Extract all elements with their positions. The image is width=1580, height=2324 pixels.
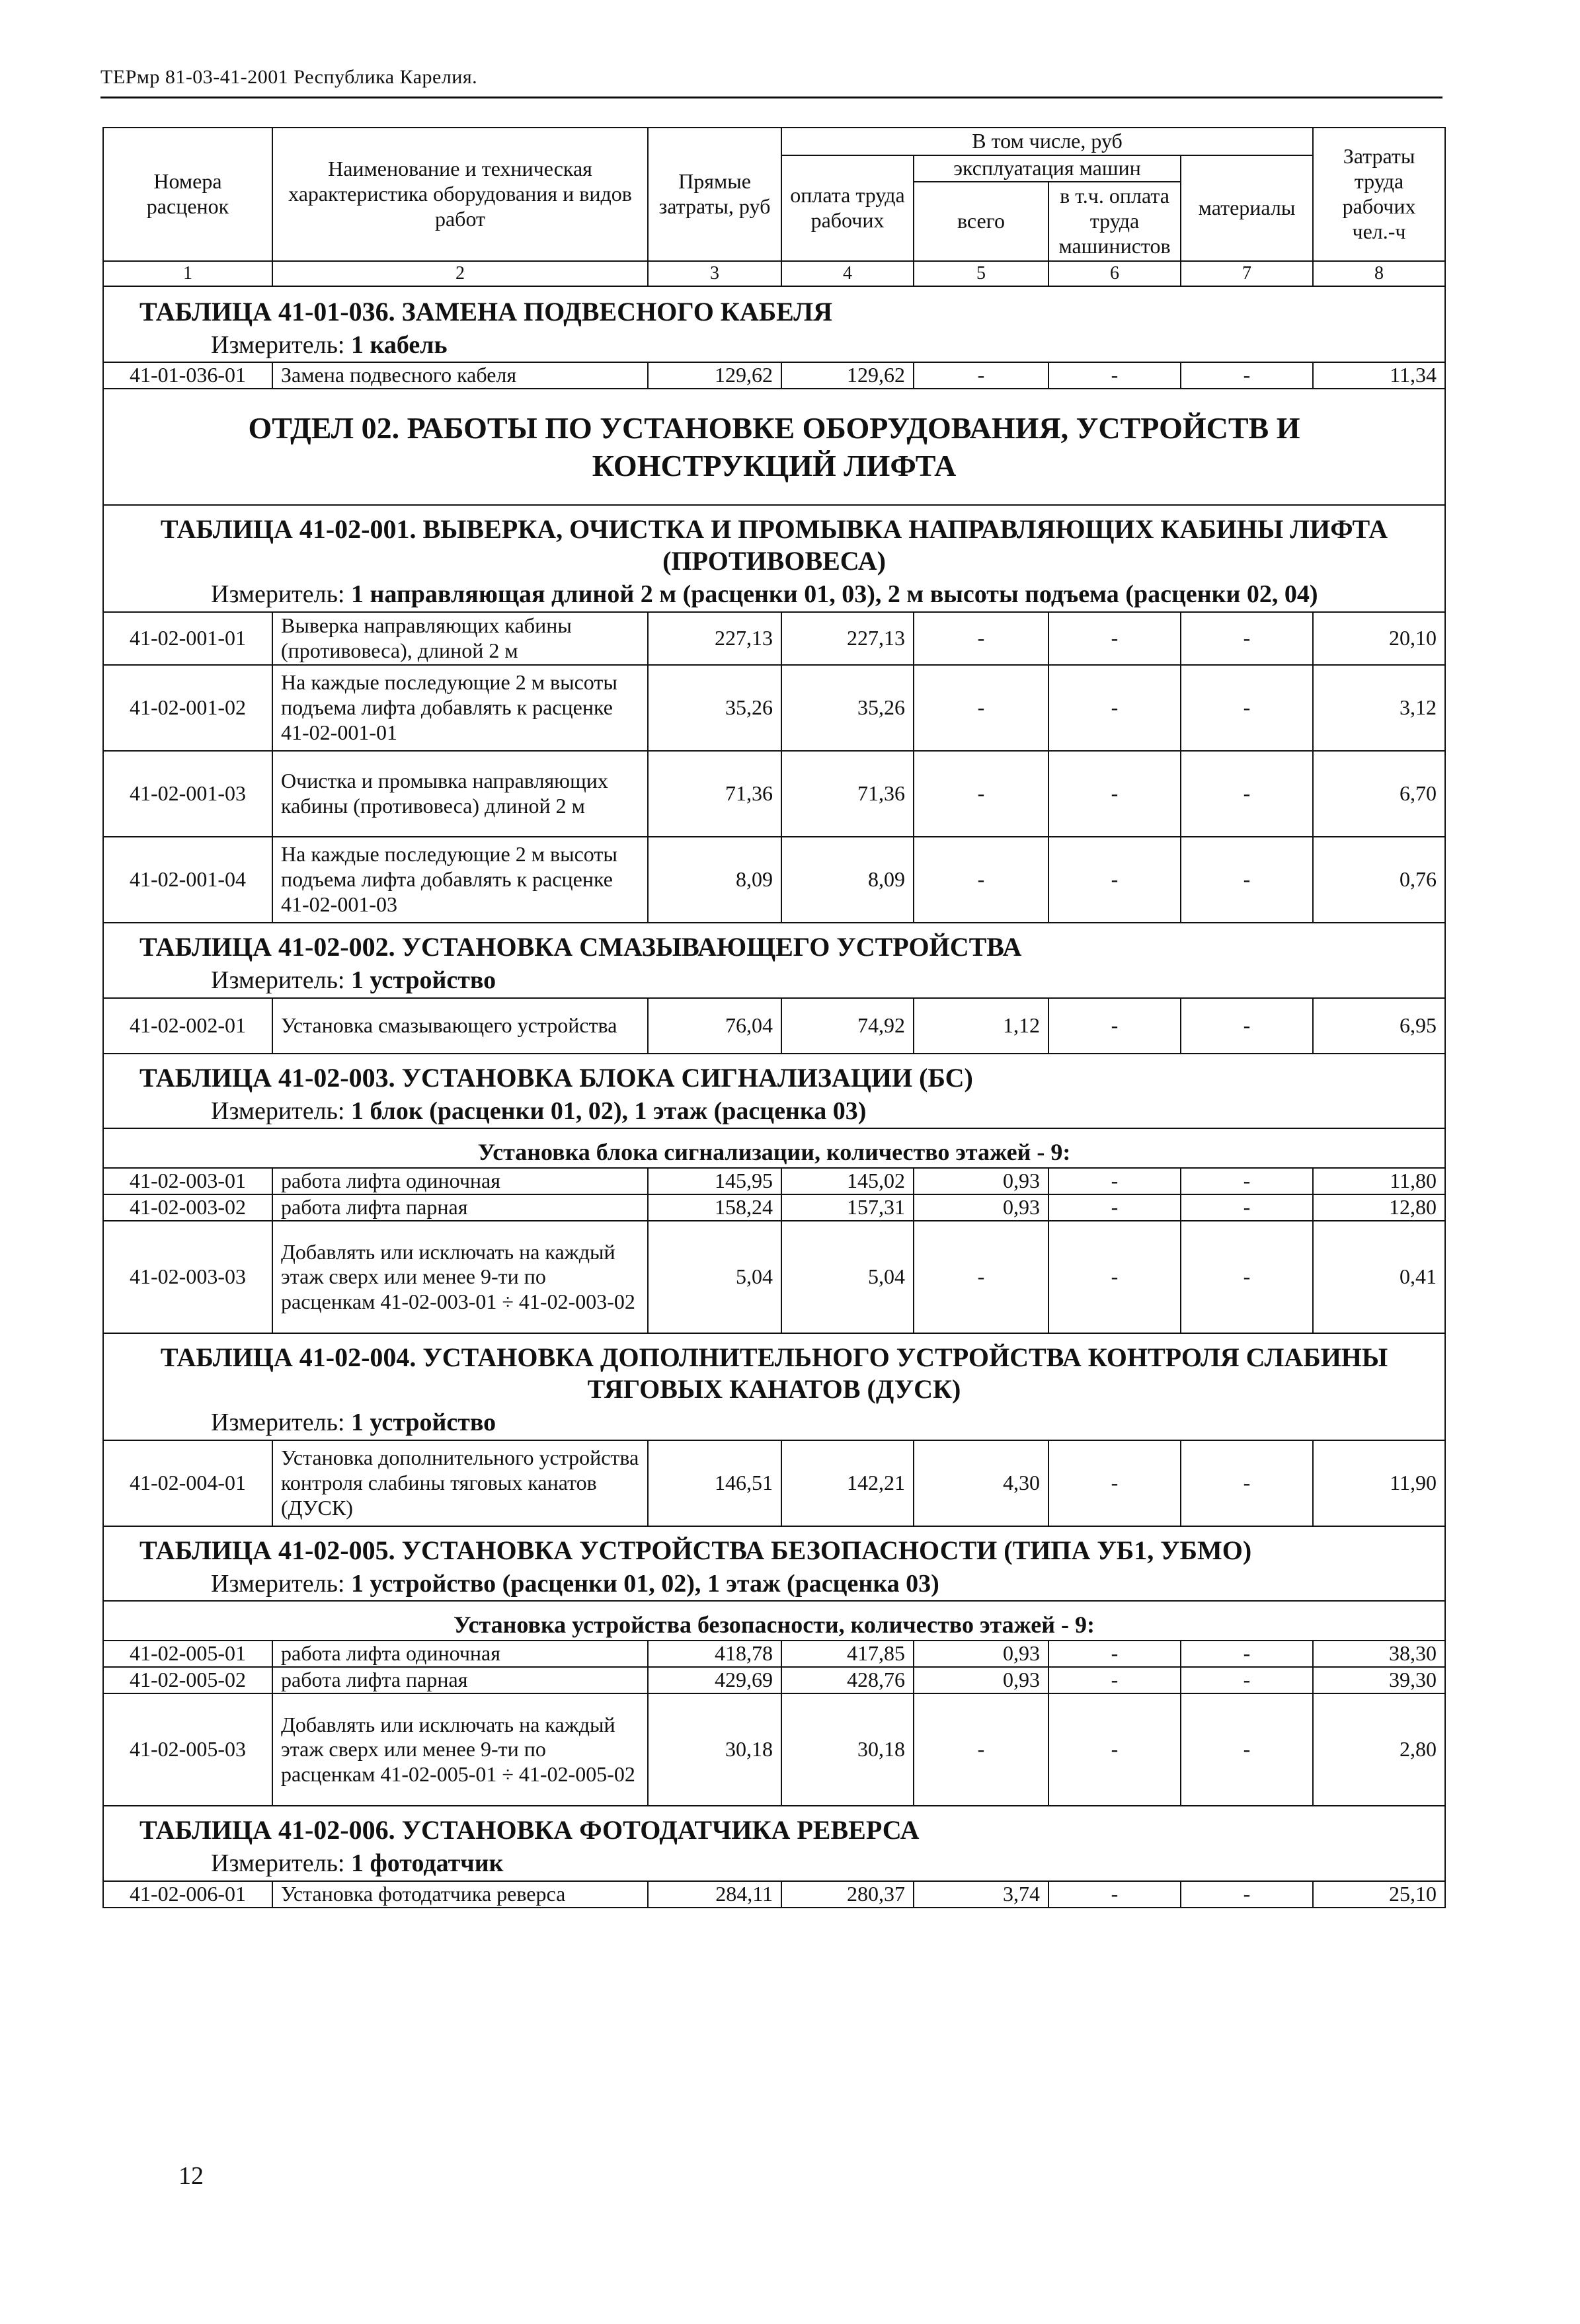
labor-cost: 74,92 bbox=[781, 998, 914, 1054]
materials-cost: - bbox=[1181, 1667, 1313, 1693]
materials-cost: - bbox=[1181, 1168, 1313, 1194]
machines-cost: - bbox=[914, 665, 1048, 751]
column-number: 5 bbox=[914, 261, 1048, 286]
labor-hours: 12,80 bbox=[1313, 1194, 1445, 1221]
page-number: 12 bbox=[178, 2162, 204, 2190]
meter-value: 1 кабель bbox=[351, 330, 448, 359]
labor-cost: 35,26 bbox=[781, 665, 914, 751]
rate-code: 41-02-001-04 bbox=[103, 837, 272, 923]
machines-cost: - bbox=[914, 1221, 1048, 1333]
labor-hours: 0,76 bbox=[1313, 837, 1445, 923]
work-name: Замена подвесного кабеля bbox=[272, 362, 648, 389]
meter-label: Измеритель: bbox=[211, 1409, 345, 1437]
work-name: работа лифта парная bbox=[272, 1194, 648, 1221]
labor-cost: 145,02 bbox=[781, 1168, 914, 1194]
machines-cost: - bbox=[914, 612, 1048, 665]
labor-cost: 428,76 bbox=[781, 1667, 914, 1693]
machines-labor-cost: - bbox=[1048, 362, 1181, 389]
work-name: Установка фотодатчика реверса bbox=[272, 1881, 648, 1908]
work-name: Добавлять или исключать на каждый этаж сверх или менее 9-ти по расценкам 41-02-005-01 ÷ 41-02-005-02 bbox=[272, 1693, 648, 1806]
column-number: 4 bbox=[781, 261, 914, 286]
direct-cost: 158,24 bbox=[648, 1194, 781, 1221]
machines-cost: 4,30 bbox=[914, 1440, 1048, 1526]
machines-labor-cost: - bbox=[1048, 1440, 1181, 1526]
meter-label: Измеритель: bbox=[211, 1849, 345, 1878]
subheading: Установка блока сигнализации, количество этажей - 9: bbox=[477, 1138, 1071, 1165]
department-row bbox=[103, 389, 1445, 505]
machines-labor-cost: - bbox=[1048, 998, 1181, 1054]
direct-cost: 145,95 bbox=[648, 1168, 781, 1194]
subheading-row bbox=[103, 1601, 1445, 1641]
table-title-row bbox=[103, 1054, 1445, 1097]
table-row bbox=[103, 1194, 1445, 1221]
machines-cost: - bbox=[914, 751, 1048, 837]
labor-hours: 20,10 bbox=[1313, 612, 1445, 665]
table-row bbox=[103, 1641, 1445, 1667]
rate-code: 41-02-004-01 bbox=[103, 1440, 272, 1526]
department-title: ОТДЕЛ 02. РАБОТЫ ПО УСТАНОВКЕ ОБОРУДОВАНИЯ, УСТРОЙСТВ И КОНСТРУКЦИЙ ЛИФТА bbox=[248, 410, 1300, 483]
work-name: На каждые последующие 2 м высоты подъема лифта добавлять к расценке 41-02-001-01 bbox=[272, 665, 648, 751]
materials-cost: - bbox=[1181, 612, 1313, 665]
table-row bbox=[103, 1693, 1445, 1806]
meter-value: 1 устройство (расценки 01, 02), 1 этаж (расценка 03) bbox=[351, 1569, 939, 1598]
rate-code: 41-02-003-01 bbox=[103, 1168, 272, 1194]
col-header-direct: Прямые затраты, руб bbox=[648, 128, 781, 261]
table-row bbox=[103, 1881, 1445, 1908]
labor-hours: 25,10 bbox=[1313, 1881, 1445, 1908]
labor-hours: 11,80 bbox=[1313, 1168, 1445, 1194]
rate-code: 41-02-003-03 bbox=[103, 1221, 272, 1333]
machines-labor-cost: - bbox=[1048, 1881, 1181, 1908]
labor-cost: 280,37 bbox=[781, 1881, 914, 1908]
col-header-code: Номера расценок bbox=[103, 128, 272, 261]
work-name: Установка дополнительного устройства контроля слабины тяговых канатов (ДУСК) bbox=[272, 1440, 648, 1526]
table-row bbox=[103, 1440, 1445, 1526]
column-number: 2 bbox=[272, 261, 648, 286]
direct-cost: 227,13 bbox=[648, 612, 781, 665]
rates-table bbox=[102, 127, 1446, 1908]
subheading-row bbox=[103, 1128, 1445, 1168]
direct-cost: 418,78 bbox=[648, 1641, 781, 1667]
column-number: 1 bbox=[103, 261, 272, 286]
machines-cost: 1,12 bbox=[914, 998, 1048, 1054]
machines-labor-cost: - bbox=[1048, 751, 1181, 837]
meter-line bbox=[211, 1849, 1437, 1879]
meter-row bbox=[103, 330, 1445, 363]
materials-cost: - bbox=[1181, 665, 1313, 751]
materials-cost: - bbox=[1181, 998, 1313, 1054]
materials-cost: - bbox=[1181, 362, 1313, 389]
meter-row bbox=[103, 1097, 1445, 1129]
meter-label: Измеритель: bbox=[211, 1097, 345, 1125]
labor-hours: 38,30 bbox=[1313, 1641, 1445, 1667]
machines-cost: 0,93 bbox=[914, 1641, 1048, 1667]
meter-label: Измеритель: bbox=[211, 580, 345, 609]
machines-cost: 0,93 bbox=[914, 1667, 1048, 1693]
materials-cost: - bbox=[1181, 1440, 1313, 1526]
machines-labor-cost: - bbox=[1048, 665, 1181, 751]
machines-labor-cost: - bbox=[1048, 1168, 1181, 1194]
table-title: ТАБЛИЦА 41-02-002. УСТАНОВКА СМАЗЫВАЮЩЕГО УСТРОЙСТВА bbox=[139, 931, 1022, 962]
labor-hours: 0,41 bbox=[1313, 1221, 1445, 1333]
materials-cost: - bbox=[1181, 1693, 1313, 1806]
rate-code: 41-02-006-01 bbox=[103, 1881, 272, 1908]
table-title-row bbox=[103, 1526, 1445, 1569]
meter-row bbox=[103, 1408, 1445, 1440]
col-header-labor: оплата труда рабочих bbox=[781, 155, 914, 261]
materials-cost: - bbox=[1181, 1194, 1313, 1221]
meter-row bbox=[103, 966, 1445, 998]
labor-cost: 8,09 bbox=[781, 837, 914, 923]
machines-cost: 3,74 bbox=[914, 1881, 1048, 1908]
table-row bbox=[103, 998, 1445, 1054]
direct-cost: 35,26 bbox=[648, 665, 781, 751]
machines-labor-cost: - bbox=[1048, 1641, 1181, 1667]
rate-code: 41-02-001-02 bbox=[103, 665, 272, 751]
labor-hours: 6,95 bbox=[1313, 998, 1445, 1054]
labor-cost: 5,04 bbox=[781, 1221, 914, 1333]
work-name: На каждые последующие 2 м высоты подъема лифта добавлять к расценке 41-02-001-03 bbox=[272, 837, 648, 923]
rate-code: 41-02-001-01 bbox=[103, 612, 272, 665]
table-row bbox=[103, 612, 1445, 665]
meter-label: Измеритель: bbox=[211, 1569, 345, 1598]
machines-labor-cost: - bbox=[1048, 1693, 1181, 1806]
col-header-name: Наименование и техническая характеристика оборудования и видов работ bbox=[272, 128, 648, 261]
machines-labor-cost: - bbox=[1048, 612, 1181, 665]
work-name: работа лифта одиночная bbox=[272, 1168, 648, 1194]
col-header-machines-total: всего bbox=[914, 182, 1048, 261]
direct-cost: 5,04 bbox=[648, 1221, 781, 1333]
work-name: Выверка направляющих кабины (противовеса), длиной 2 м bbox=[272, 612, 648, 665]
meter-value: 1 направляющая длиной 2 м (расценки 01, 03), 2 м высоты подъема (расценки 02, 04) bbox=[351, 580, 1318, 609]
labor-hours: 6,70 bbox=[1313, 751, 1445, 837]
col-header-incl: В том числе, руб bbox=[781, 128, 1313, 155]
table-title: ТАБЛИЦА 41-02-006. УСТАНОВКА ФОТОДАТЧИКА РЕВЕРСА bbox=[139, 1815, 920, 1845]
table-title-row bbox=[103, 1333, 1445, 1408]
col-header-materials: материалы bbox=[1181, 155, 1313, 261]
column-number: 7 bbox=[1181, 261, 1313, 286]
machines-cost: 0,93 bbox=[914, 1194, 1048, 1221]
materials-cost: - bbox=[1181, 1881, 1313, 1908]
meter-value: 1 устройство bbox=[351, 1409, 496, 1437]
meter-line bbox=[211, 1408, 1437, 1438]
labor-hours: 39,30 bbox=[1313, 1667, 1445, 1693]
direct-cost: 429,69 bbox=[648, 1667, 781, 1693]
col-header-machines: эксплуатация машин bbox=[914, 155, 1181, 182]
labor-cost: 30,18 bbox=[781, 1693, 914, 1806]
machines-labor-cost: - bbox=[1048, 1221, 1181, 1333]
rate-code: 41-02-003-02 bbox=[103, 1194, 272, 1221]
labor-hours: 3,12 bbox=[1313, 665, 1445, 751]
column-number: 8 bbox=[1313, 261, 1445, 286]
direct-cost: 146,51 bbox=[648, 1440, 781, 1526]
labor-cost: 417,85 bbox=[781, 1641, 914, 1667]
table-title: ТАБЛИЦА 41-02-004. УСТАНОВКА ДОПОЛНИТЕЛЬНОГО УСТРОЙСТВА КОНТРОЛЯ СЛАБИНЫ ТЯГОВЫХ КАНАТОВ (ДУСК) bbox=[160, 1342, 1388, 1405]
labor-hours: 2,80 bbox=[1313, 1693, 1445, 1806]
meter-row bbox=[103, 580, 1445, 612]
table-row bbox=[103, 1667, 1445, 1693]
subheading: Установка устройства безопасности, количество этажей - 9: bbox=[454, 1611, 1095, 1638]
col-header-machines-labor: в т.ч. оплата труда машинистов bbox=[1048, 182, 1181, 261]
direct-cost: 76,04 bbox=[648, 998, 781, 1054]
meter-line bbox=[211, 580, 1437, 610]
work-name: Добавлять или исключать на каждый этаж сверх или менее 9-ти по расценкам 41-02-003-01 ÷ 41-02-003-02 bbox=[272, 1221, 648, 1333]
rate-code: 41-02-005-03 bbox=[103, 1693, 272, 1806]
column-number: 3 bbox=[648, 261, 781, 286]
materials-cost: - bbox=[1181, 1221, 1313, 1333]
direct-cost: 30,18 bbox=[648, 1693, 781, 1806]
machines-cost: - bbox=[914, 837, 1048, 923]
meter-value: 1 блок (расценки 01, 02), 1 этаж (расценка 03) bbox=[351, 1097, 867, 1125]
table-row bbox=[103, 665, 1445, 751]
machines-cost: - bbox=[914, 362, 1048, 389]
meter-value: 1 фотодатчик bbox=[351, 1849, 504, 1878]
labor-hours: 11,90 bbox=[1313, 1440, 1445, 1526]
table-row bbox=[103, 837, 1445, 923]
table-row bbox=[103, 1221, 1445, 1333]
meter-line bbox=[211, 330, 1437, 361]
rate-code: 41-02-002-01 bbox=[103, 998, 272, 1054]
table-title-row bbox=[103, 1806, 1445, 1849]
meter-row bbox=[103, 1849, 1445, 1881]
machines-cost: 0,93 bbox=[914, 1168, 1048, 1194]
meter-row bbox=[103, 1569, 1445, 1602]
work-name: Очистка и промывка направляющих кабины (противовеса) длиной 2 м bbox=[272, 751, 648, 837]
meter-value: 1 устройство bbox=[351, 966, 496, 994]
table-row bbox=[103, 751, 1445, 837]
labor-cost: 142,21 bbox=[781, 1440, 914, 1526]
machines-labor-cost: - bbox=[1048, 1667, 1181, 1693]
labor-hours: 11,34 bbox=[1313, 362, 1445, 389]
work-name: работа лифта парная bbox=[272, 1667, 648, 1693]
meter-line bbox=[211, 966, 1437, 996]
table-title: ТАБЛИЦА 41-01-036. ЗАМЕНА ПОДВЕСНОГО КАБЕЛЯ bbox=[139, 296, 832, 327]
machines-cost: - bbox=[914, 1693, 1048, 1806]
meter-label: Измеритель: bbox=[211, 330, 345, 359]
header-rule bbox=[100, 97, 1442, 98]
table-title: ТАБЛИЦА 41-02-001. ВЫВЕРКА, ОЧИСТКА И ПРОМЫВКА НАПРАВЛЯЮЩИХ КАБИНЫ ЛИФТА (ПРОТИВОВЕСА) bbox=[160, 514, 1388, 576]
table-title-row bbox=[103, 286, 1445, 330]
rate-code: 41-01-036-01 bbox=[103, 362, 272, 389]
materials-cost: - bbox=[1181, 837, 1313, 923]
machines-labor-cost: - bbox=[1048, 1194, 1181, 1221]
table-title: ТАБЛИЦА 41-02-003. УСТАНОВКА БЛОКА СИГНАЛИЗАЦИИ (БС) bbox=[139, 1062, 973, 1093]
labor-cost: 71,36 bbox=[781, 751, 914, 837]
table-title-row bbox=[103, 923, 1445, 966]
rate-code: 41-02-005-01 bbox=[103, 1641, 272, 1667]
rate-code: 41-02-005-02 bbox=[103, 1667, 272, 1693]
table-title: ТАБЛИЦА 41-02-005. УСТАНОВКА УСТРОЙСТВА БЕЗОПАСНОСТИ (ТИПА УБ1, УБМО) bbox=[139, 1535, 1252, 1565]
labor-cost: 129,62 bbox=[781, 362, 914, 389]
meter-line bbox=[211, 1097, 1437, 1127]
labor-cost: 227,13 bbox=[781, 612, 914, 665]
col-header-hours: Затраты труда рабочих чел.-ч bbox=[1313, 128, 1445, 261]
rate-code: 41-02-001-03 bbox=[103, 751, 272, 837]
table-row bbox=[103, 1168, 1445, 1194]
direct-cost: 71,36 bbox=[648, 751, 781, 837]
meter-label: Измеритель: bbox=[211, 966, 345, 994]
table-title-row bbox=[103, 505, 1445, 580]
materials-cost: - bbox=[1181, 751, 1313, 837]
direct-cost: 8,09 bbox=[648, 837, 781, 923]
direct-cost: 129,62 bbox=[648, 362, 781, 389]
column-numbers-row bbox=[103, 261, 1445, 286]
work-name: работа лифта одиночная bbox=[272, 1641, 648, 1667]
column-number: 6 bbox=[1048, 261, 1181, 286]
meter-line bbox=[211, 1569, 1437, 1600]
table-row bbox=[103, 362, 1445, 389]
header-row-1 bbox=[103, 128, 1445, 155]
materials-cost: - bbox=[1181, 1641, 1313, 1667]
direct-cost: 284,11 bbox=[648, 1881, 781, 1908]
labor-cost: 157,31 bbox=[781, 1194, 914, 1221]
work-name: Установка смазывающего устройства bbox=[272, 998, 648, 1054]
document-header: ТЕРмр 81-03-41-2001 Республика Карелия. bbox=[100, 66, 478, 88]
machines-labor-cost: - bbox=[1048, 837, 1181, 923]
